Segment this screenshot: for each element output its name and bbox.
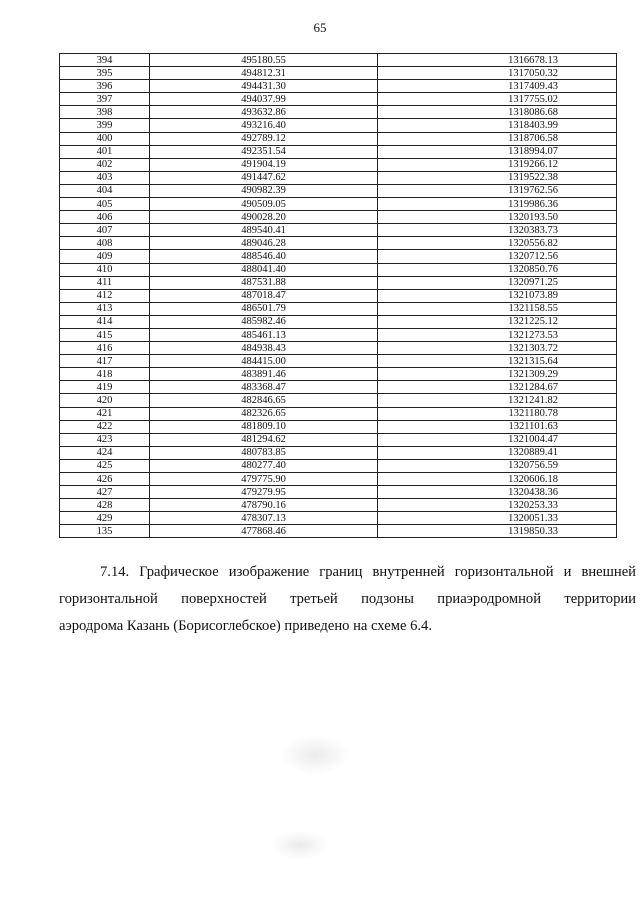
point-number-cell: 425 <box>60 459 150 472</box>
y-coordinate-cell: 1318706.58 <box>378 132 617 145</box>
x-coordinate-cell: 485982.46 <box>150 315 378 328</box>
y-coordinate-cell: 1320051.33 <box>378 512 617 525</box>
table-row <box>60 512 617 525</box>
table-row <box>60 407 617 420</box>
point-number-cell: 429 <box>60 512 150 525</box>
table-row <box>60 263 617 276</box>
point-number-cell: 401 <box>60 145 150 158</box>
table-row <box>60 446 617 459</box>
point-number-cell: 426 <box>60 473 150 486</box>
point-number-cell: 416 <box>60 342 150 355</box>
y-coordinate-cell: 1321241.82 <box>378 394 617 407</box>
y-coordinate-cell: 1318403.99 <box>378 119 617 132</box>
table-row <box>60 459 617 472</box>
y-coordinate-cell: 1321284.67 <box>378 381 617 394</box>
table-row <box>60 368 617 381</box>
x-coordinate-cell: 482326.65 <box>150 407 378 420</box>
x-coordinate-cell: 493216.40 <box>150 119 378 132</box>
x-coordinate-cell: 478790.16 <box>150 499 378 512</box>
table-row <box>60 433 617 446</box>
point-number-cell: 396 <box>60 80 150 93</box>
y-coordinate-cell: 1321315.64 <box>378 355 617 368</box>
y-coordinate-cell: 1320193.50 <box>378 211 617 224</box>
y-coordinate-cell: 1317755.02 <box>378 93 617 106</box>
x-coordinate-cell: 488546.40 <box>150 250 378 263</box>
point-number-cell: 405 <box>60 198 150 211</box>
y-coordinate-cell: 1317050.32 <box>378 67 617 80</box>
point-number-cell: 402 <box>60 158 150 171</box>
x-coordinate-cell: 484415.00 <box>150 355 378 368</box>
y-coordinate-cell: 1320850.76 <box>378 263 617 276</box>
y-coordinate-cell: 1320383.73 <box>378 224 617 237</box>
x-coordinate-cell: 490509.05 <box>150 198 378 211</box>
x-coordinate-cell: 487531.88 <box>150 276 378 289</box>
y-coordinate-cell: 1321273.53 <box>378 328 617 341</box>
table-row <box>60 486 617 499</box>
x-coordinate-cell: 480783.85 <box>150 446 378 459</box>
y-coordinate-cell: 1321225.12 <box>378 315 617 328</box>
y-coordinate-cell: 1321303.72 <box>378 342 617 355</box>
x-coordinate-cell: 488041.40 <box>150 263 378 276</box>
table-row <box>60 145 617 158</box>
x-coordinate-cell: 480277.40 <box>150 459 378 472</box>
y-coordinate-cell: 1319850.33 <box>378 525 617 538</box>
x-coordinate-cell: 491447.62 <box>150 171 378 184</box>
table-row <box>60 328 617 341</box>
point-number-cell: 407 <box>60 224 150 237</box>
y-coordinate-cell: 1319986.36 <box>378 198 617 211</box>
y-coordinate-cell: 1320712.56 <box>378 250 617 263</box>
x-coordinate-cell: 494431.30 <box>150 80 378 93</box>
table-row <box>60 237 617 250</box>
scan-smudge <box>280 735 350 775</box>
y-coordinate-cell: 1318086.68 <box>378 106 617 119</box>
point-number-cell: 408 <box>60 237 150 250</box>
point-number-cell: 398 <box>60 106 150 119</box>
table-row <box>60 80 617 93</box>
table-row <box>60 198 617 211</box>
point-number-cell: 395 <box>60 67 150 80</box>
paragraph-line: горизонтальной поверхностей третьей подзоны приаэродромной территории <box>59 591 636 607</box>
x-coordinate-cell: 490028.20 <box>150 211 378 224</box>
point-number-cell: 399 <box>60 119 150 132</box>
y-coordinate-cell: 1321309.29 <box>378 368 617 381</box>
table-row <box>60 211 617 224</box>
x-coordinate-cell: 485461.13 <box>150 328 378 341</box>
table-row <box>60 119 617 132</box>
x-coordinate-cell: 494812.31 <box>150 67 378 80</box>
y-coordinate-cell: 1320756.59 <box>378 459 617 472</box>
x-coordinate-cell: 495180.55 <box>150 54 378 67</box>
table-row <box>60 525 617 538</box>
table-row <box>60 289 617 302</box>
x-coordinate-cell: 494037.99 <box>150 93 378 106</box>
y-coordinate-cell: 1321073.89 <box>378 289 617 302</box>
x-coordinate-cell: 482846.65 <box>150 394 378 407</box>
table-row <box>60 342 617 355</box>
point-number-cell: 424 <box>60 446 150 459</box>
point-number-cell: 428 <box>60 499 150 512</box>
point-number-cell: 400 <box>60 132 150 145</box>
table-row <box>60 302 617 315</box>
y-coordinate-cell: 1320889.41 <box>378 446 617 459</box>
scan-smudge <box>270 830 330 860</box>
x-coordinate-cell: 493632.86 <box>150 106 378 119</box>
point-number-cell: 409 <box>60 250 150 263</box>
x-coordinate-cell: 483368.47 <box>150 381 378 394</box>
y-coordinate-cell: 1318994.07 <box>378 145 617 158</box>
x-coordinate-cell: 486501.79 <box>150 302 378 315</box>
x-coordinate-cell: 489540.41 <box>150 224 378 237</box>
y-coordinate-cell: 1321180.78 <box>378 407 617 420</box>
x-coordinate-cell: 492351.54 <box>150 145 378 158</box>
y-coordinate-cell: 1320438.36 <box>378 486 617 499</box>
table-row <box>60 355 617 368</box>
point-number-cell: 422 <box>60 420 150 433</box>
point-number-cell: 421 <box>60 407 150 420</box>
coordinates-table <box>59 53 617 538</box>
x-coordinate-cell: 484938.43 <box>150 342 378 355</box>
point-number-cell: 415 <box>60 328 150 341</box>
coordinates-table-body <box>60 54 617 538</box>
point-number-cell: 423 <box>60 433 150 446</box>
table-row <box>60 67 617 80</box>
table-row <box>60 54 617 67</box>
point-number-cell: 411 <box>60 276 150 289</box>
table-row <box>60 499 617 512</box>
y-coordinate-cell: 1316678.13 <box>378 54 617 67</box>
table-row <box>60 171 617 184</box>
table-row <box>60 276 617 289</box>
point-number-cell: 420 <box>60 394 150 407</box>
table-row <box>60 473 617 486</box>
table-row <box>60 132 617 145</box>
table-row <box>60 315 617 328</box>
point-number-cell: 414 <box>60 315 150 328</box>
x-coordinate-cell: 479775.90 <box>150 473 378 486</box>
x-coordinate-cell: 487018.47 <box>150 289 378 302</box>
x-coordinate-cell: 489046.28 <box>150 237 378 250</box>
y-coordinate-cell: 1319266.12 <box>378 158 617 171</box>
point-number-cell: 410 <box>60 263 150 276</box>
paragraph-line: 7.14. Графическое изображение границ внутренней горизонтальной и внешней <box>100 564 636 580</box>
table-row <box>60 420 617 433</box>
table-row <box>60 224 617 237</box>
x-coordinate-cell: 481809.10 <box>150 420 378 433</box>
point-number-cell: 135 <box>60 525 150 538</box>
point-number-cell: 406 <box>60 211 150 224</box>
point-number-cell: 412 <box>60 289 150 302</box>
point-number-cell: 403 <box>60 171 150 184</box>
x-coordinate-cell: 491904.19 <box>150 158 378 171</box>
x-coordinate-cell: 481294.62 <box>150 433 378 446</box>
y-coordinate-cell: 1319522.38 <box>378 171 617 184</box>
x-coordinate-cell: 490982.39 <box>150 184 378 197</box>
x-coordinate-cell: 478307.13 <box>150 512 378 525</box>
y-coordinate-cell: 1321004.47 <box>378 433 617 446</box>
table-row <box>60 250 617 263</box>
x-coordinate-cell: 483891.46 <box>150 368 378 381</box>
y-coordinate-cell: 1317409.43 <box>378 80 617 93</box>
point-number-cell: 427 <box>60 486 150 499</box>
y-coordinate-cell: 1319762.56 <box>378 184 617 197</box>
x-coordinate-cell: 492789.12 <box>150 132 378 145</box>
table-row <box>60 158 617 171</box>
page-number: 65 <box>313 20 327 35</box>
y-coordinate-cell: 1320556.82 <box>378 237 617 250</box>
x-coordinate-cell: 479279.95 <box>150 486 378 499</box>
point-number-cell: 417 <box>60 355 150 368</box>
table-row <box>60 106 617 119</box>
section-paragraph <box>59 559 636 640</box>
paragraph-line: аэродрома Казань (Борисоглебское) приведено на схеме 6.4. <box>59 618 432 634</box>
x-coordinate-cell: 477868.46 <box>150 525 378 538</box>
point-number-cell: 418 <box>60 368 150 381</box>
point-number-cell: 404 <box>60 184 150 197</box>
table-row <box>60 381 617 394</box>
y-coordinate-cell: 1320253.33 <box>378 499 617 512</box>
y-coordinate-cell: 1321158.55 <box>378 302 617 315</box>
table-row <box>60 184 617 197</box>
table-row <box>60 394 617 407</box>
y-coordinate-cell: 1321101.63 <box>378 420 617 433</box>
point-number-cell: 397 <box>60 93 150 106</box>
y-coordinate-cell: 1320971.25 <box>378 276 617 289</box>
point-number-cell: 419 <box>60 381 150 394</box>
y-coordinate-cell: 1320606.18 <box>378 473 617 486</box>
point-number-cell: 413 <box>60 302 150 315</box>
point-number-cell: 394 <box>60 54 150 67</box>
table-row <box>60 93 617 106</box>
